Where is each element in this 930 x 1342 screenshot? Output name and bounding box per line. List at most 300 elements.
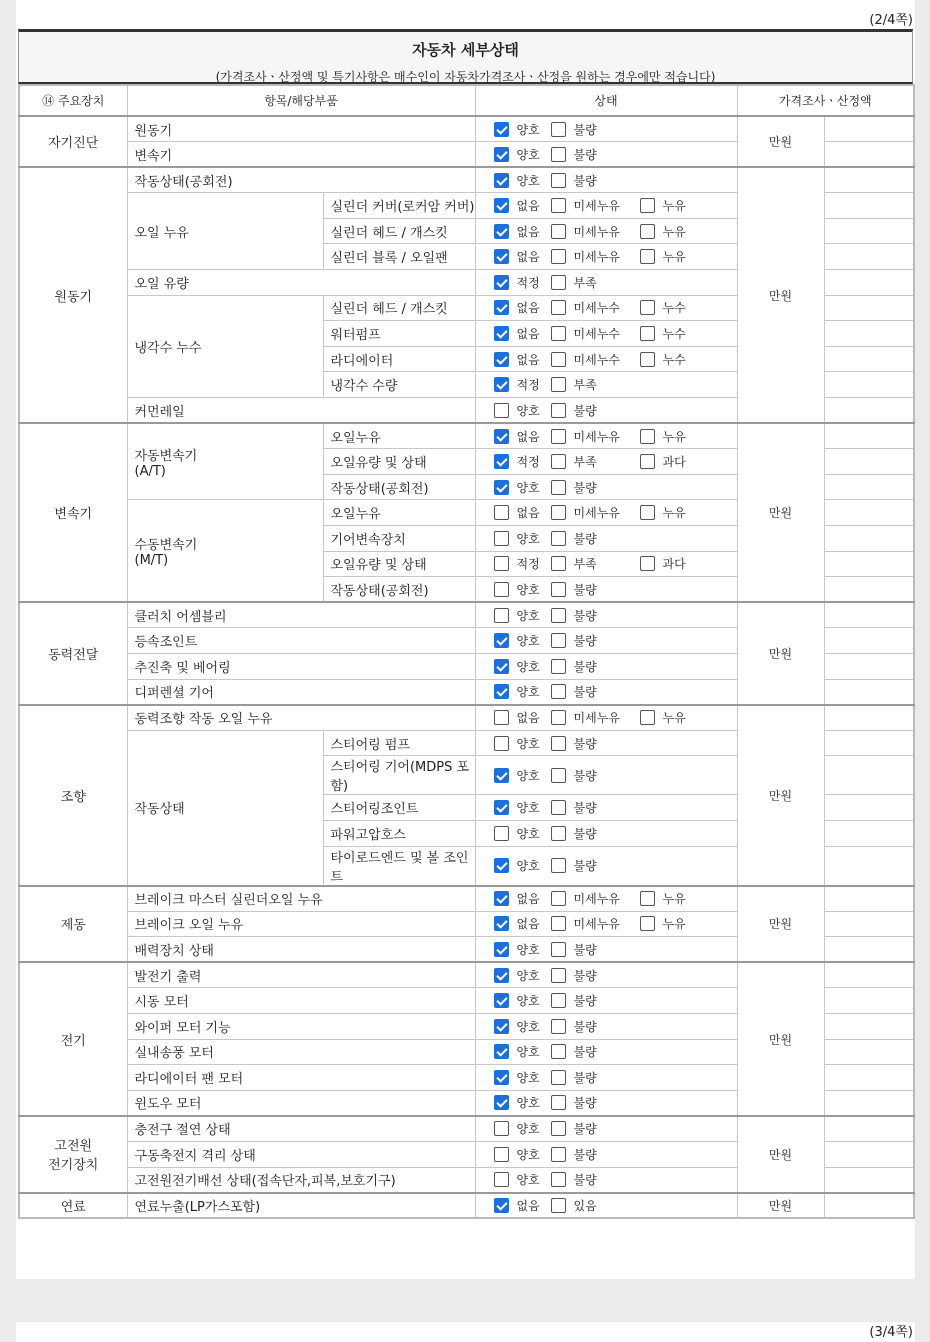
checkbox-icon[interactable] [640, 224, 655, 239]
checkbox-icon[interactable] [551, 659, 566, 674]
checkbox-icon[interactable] [494, 505, 509, 520]
remarks-cell[interactable] [824, 886, 914, 912]
checkbox-icon[interactable] [640, 352, 655, 367]
checkbox-icon[interactable] [551, 968, 566, 983]
checked-checkbox-icon[interactable] [494, 1198, 509, 1213]
status-option[interactable] [551, 607, 636, 624]
remarks-cell[interactable] [824, 1039, 914, 1065]
status-option[interactable] [494, 581, 547, 598]
remarks-cell[interactable] [824, 795, 914, 821]
checkbox-icon[interactable] [551, 736, 566, 751]
remarks-cell[interactable] [824, 602, 914, 628]
checked-checkbox-icon[interactable] [494, 224, 509, 239]
option-label: 누수 [662, 352, 686, 367]
item-part: 구동축전지 격리 상태 [127, 1141, 475, 1167]
status-option[interactable] [494, 453, 547, 470]
status-options [475, 653, 737, 679]
option-label: 불량 [573, 736, 597, 751]
checked-checkbox-icon[interactable] [494, 198, 509, 213]
checkbox-icon[interactable] [551, 249, 566, 264]
checked-checkbox-icon[interactable] [494, 858, 509, 873]
status-option[interactable] [551, 428, 636, 445]
checkbox-icon[interactable] [551, 800, 566, 815]
checkbox-icon[interactable] [494, 826, 509, 841]
status-option[interactable] [494, 121, 547, 138]
status-option[interactable] [494, 1018, 547, 1035]
status-option[interactable] [551, 325, 636, 342]
remarks-cell[interactable] [824, 988, 914, 1014]
status-option[interactable] [640, 197, 686, 214]
checkbox-icon[interactable] [494, 531, 509, 546]
status-option[interactable] [494, 376, 547, 393]
checkbox-icon[interactable] [640, 505, 655, 520]
checkbox-icon[interactable] [551, 633, 566, 648]
item-part: 동력조향 작동 오일 누유 [127, 705, 475, 731]
remarks-cell[interactable] [824, 1116, 914, 1142]
remarks-cell[interactable] [824, 551, 914, 577]
checked-checkbox-icon[interactable] [494, 300, 509, 315]
checkbox-icon[interactable] [494, 736, 509, 751]
item-part: 시동 모터 [127, 988, 475, 1014]
option-label: 누유 [662, 892, 686, 907]
option-label: 불량 [573, 659, 597, 674]
option-label: 누수 [662, 301, 686, 316]
status-option[interactable] [494, 1120, 547, 1137]
status-option[interactable] [551, 632, 636, 649]
checkbox-icon[interactable] [494, 1172, 509, 1187]
remarks-cell[interactable] [824, 423, 914, 449]
status-option[interactable] [551, 683, 636, 700]
price-unit: 만원 [737, 423, 824, 602]
status-option[interactable] [494, 799, 547, 816]
status-option[interactable] [551, 530, 636, 547]
remarks-cell[interactable] [824, 577, 914, 603]
checkbox-icon[interactable] [551, 300, 566, 315]
item-part: 원동기 [127, 116, 475, 142]
status-options [475, 116, 737, 142]
status-option[interactable] [551, 1171, 636, 1188]
remarks-cell[interactable] [824, 911, 914, 937]
checkbox-icon[interactable] [551, 1019, 566, 1034]
option-label: 양호 [516, 1173, 540, 1188]
option-label: 누유 [662, 429, 686, 444]
checkbox-icon[interactable] [551, 531, 566, 546]
checked-checkbox-icon[interactable] [494, 454, 509, 469]
status-option[interactable] [551, 1197, 636, 1214]
checked-checkbox-icon[interactable] [494, 122, 509, 137]
item-part: 라디에이터 [323, 346, 475, 372]
status-option[interactable] [494, 1069, 547, 1086]
status-option[interactable] [494, 1094, 547, 1111]
status-option[interactable] [640, 428, 686, 445]
option-label: 양호 [516, 1096, 540, 1111]
checked-checkbox-icon[interactable] [494, 429, 509, 444]
remarks-cell[interactable] [824, 820, 914, 846]
checkbox-icon[interactable] [551, 1147, 566, 1162]
checked-checkbox-icon[interactable] [494, 352, 509, 367]
checkbox-icon[interactable] [640, 198, 655, 213]
status-option[interactable] [494, 857, 547, 874]
status-option[interactable] [494, 146, 547, 163]
checkbox-icon[interactable] [494, 1121, 509, 1136]
remarks-cell[interactable] [824, 346, 914, 372]
remarks-cell[interactable] [824, 142, 914, 168]
status-option[interactable] [494, 530, 547, 547]
checked-checkbox-icon[interactable] [494, 768, 509, 783]
status-option[interactable] [551, 479, 636, 496]
status-option[interactable] [551, 1018, 636, 1035]
status-options [475, 398, 737, 424]
status-option[interactable] [494, 172, 547, 189]
option-label: 누수 [662, 327, 686, 342]
checked-checkbox-icon[interactable] [494, 659, 509, 674]
checkbox-icon[interactable] [551, 1198, 566, 1213]
checkbox-icon[interactable] [494, 403, 509, 418]
status-option[interactable] [494, 632, 547, 649]
remarks-cell[interactable] [824, 500, 914, 526]
option-label: 불량 [573, 403, 597, 418]
status-option[interactable] [494, 504, 547, 521]
checkbox-icon[interactable] [640, 710, 655, 725]
checkbox-icon[interactable] [640, 429, 655, 444]
checkbox-icon[interactable] [640, 454, 655, 469]
status-option[interactable] [494, 607, 547, 624]
status-option[interactable] [494, 825, 547, 842]
status-option[interactable] [494, 402, 547, 419]
status-option[interactable] [494, 658, 547, 675]
status-options [475, 500, 737, 526]
status-option[interactable] [494, 351, 547, 368]
checkbox-icon[interactable] [551, 429, 566, 444]
status-option[interactable] [640, 299, 686, 316]
checkbox-icon[interactable] [551, 1121, 566, 1136]
status-option[interactable] [551, 915, 636, 932]
status-option[interactable] [551, 709, 636, 726]
status-option[interactable] [640, 709, 686, 726]
remarks-cell[interactable] [824, 1167, 914, 1193]
remarks-cell[interactable] [824, 679, 914, 705]
checked-checkbox-icon[interactable] [494, 800, 509, 815]
checkbox-icon[interactable] [494, 582, 509, 597]
price-unit: 만원 [737, 116, 824, 167]
checkbox-icon[interactable] [551, 556, 566, 571]
remarks-cell[interactable] [824, 756, 914, 795]
item-subgroup: 냉각수 누수 [127, 295, 323, 397]
status-option[interactable] [494, 890, 547, 907]
status-option[interactable] [494, 274, 547, 291]
checkbox-icon[interactable] [551, 891, 566, 906]
checkbox-icon[interactable] [551, 377, 566, 392]
checkbox-icon[interactable] [551, 403, 566, 418]
checkbox-icon[interactable] [640, 916, 655, 931]
remarks-cell[interactable] [824, 167, 914, 193]
option-label: 양호 [516, 994, 540, 1009]
checked-checkbox-icon[interactable] [494, 942, 509, 957]
remarks-cell[interactable] [824, 218, 914, 244]
status-option[interactable] [494, 325, 547, 342]
remarks-cell[interactable] [824, 937, 914, 963]
checkbox-icon[interactable] [494, 556, 509, 571]
option-label: 불량 [573, 1045, 597, 1060]
option-label: 양호 [516, 859, 540, 874]
remarks-cell[interactable] [824, 1193, 914, 1219]
remarks-cell[interactable] [824, 1065, 914, 1091]
option-label: 미세누수 [573, 327, 620, 342]
status-option[interactable] [494, 915, 547, 932]
status-option[interactable] [494, 299, 547, 316]
option-label: 없음 [516, 506, 540, 521]
status-options [475, 1065, 737, 1091]
checkbox-icon[interactable] [551, 608, 566, 623]
checkbox-icon[interactable] [551, 173, 566, 188]
option-label: 없음 [516, 352, 540, 367]
option-label: 불량 [573, 173, 597, 188]
option-label: 양호 [516, 1019, 540, 1034]
status-option[interactable] [551, 1146, 636, 1163]
status-options [475, 705, 737, 731]
status-option[interactable] [494, 479, 547, 496]
remarks-cell[interactable] [824, 372, 914, 398]
checked-checkbox-icon[interactable] [494, 916, 509, 931]
checkbox-icon[interactable] [551, 768, 566, 783]
remarks-cell[interactable] [824, 449, 914, 475]
option-label: 불량 [573, 608, 597, 623]
checked-checkbox-icon[interactable] [494, 633, 509, 648]
status-option[interactable] [640, 453, 686, 470]
checkbox-icon[interactable] [551, 942, 566, 957]
item-part: 디퍼렌셜 기어 [127, 679, 475, 705]
checkbox-icon[interactable] [640, 249, 655, 264]
checked-checkbox-icon[interactable] [494, 968, 509, 983]
checkbox-icon[interactable] [640, 326, 655, 341]
status-option[interactable] [494, 709, 547, 726]
option-label: 불량 [573, 1096, 597, 1111]
remarks-cell[interactable] [824, 1090, 914, 1116]
item-part: 브레이크 오일 누유 [127, 911, 475, 937]
status-option[interactable] [494, 992, 547, 1009]
remarks-cell[interactable] [824, 1014, 914, 1040]
checked-checkbox-icon[interactable] [494, 326, 509, 341]
checked-checkbox-icon[interactable] [494, 147, 509, 162]
option-label: 없음 [516, 250, 540, 265]
status-option[interactable] [551, 453, 636, 470]
status-option[interactable] [494, 223, 547, 240]
option-label: 불량 [573, 1147, 597, 1162]
option-label: 있음 [573, 1198, 597, 1213]
checkbox-icon[interactable] [551, 1095, 566, 1110]
status-options [475, 730, 737, 756]
status-option[interactable] [551, 857, 636, 874]
checkbox-icon[interactable] [640, 556, 655, 571]
checkbox-icon[interactable] [494, 1147, 509, 1162]
checkbox-icon[interactable] [551, 352, 566, 367]
option-label: 불량 [573, 122, 597, 137]
status-option[interactable] [551, 1043, 636, 1060]
checked-checkbox-icon[interactable] [494, 891, 509, 906]
checked-checkbox-icon[interactable] [494, 993, 509, 1008]
checked-checkbox-icon[interactable] [494, 377, 509, 392]
checkbox-icon[interactable] [551, 224, 566, 239]
status-option[interactable] [494, 683, 547, 700]
status-option[interactable] [494, 735, 547, 752]
option-label: 양호 [516, 173, 540, 188]
remarks-cell[interactable] [824, 193, 914, 219]
status-option[interactable] [551, 799, 636, 816]
checked-checkbox-icon[interactable] [494, 480, 509, 495]
status-option[interactable] [551, 890, 636, 907]
status-option[interactable] [551, 197, 636, 214]
remarks-cell[interactable] [824, 526, 914, 552]
status-option[interactable] [494, 1171, 547, 1188]
checkbox-icon[interactable] [551, 1044, 566, 1059]
checkbox-icon[interactable] [551, 480, 566, 495]
status-options [475, 321, 737, 347]
checkbox-icon[interactable] [551, 1070, 566, 1085]
remarks-cell[interactable] [824, 474, 914, 500]
remarks-cell[interactable] [824, 962, 914, 988]
checkbox-icon[interactable] [551, 122, 566, 137]
status-option[interactable] [494, 248, 547, 265]
status-option[interactable] [551, 351, 636, 368]
checkbox-icon[interactable] [494, 710, 509, 725]
status-option[interactable] [551, 274, 636, 291]
option-label: 불량 [573, 768, 597, 783]
status-option[interactable] [494, 428, 547, 445]
option-label: 없음 [516, 711, 540, 726]
status-option[interactable] [551, 146, 636, 163]
item-part: 실린더 블록 / 오일팬 [323, 244, 475, 270]
status-option[interactable] [551, 299, 636, 316]
status-options [475, 423, 737, 449]
option-label: 미세누유 [573, 506, 620, 521]
checkbox-icon[interactable] [551, 198, 566, 213]
checked-checkbox-icon[interactable] [494, 173, 509, 188]
option-label: 양호 [516, 147, 540, 162]
remarks-cell[interactable] [824, 730, 914, 756]
status-option[interactable] [640, 223, 686, 240]
checkbox-icon[interactable] [494, 608, 509, 623]
checked-checkbox-icon[interactable] [494, 1044, 509, 1059]
checked-checkbox-icon[interactable] [494, 1095, 509, 1110]
option-label: 양호 [516, 634, 540, 649]
remarks-cell[interactable] [824, 653, 914, 679]
checkbox-icon[interactable] [551, 275, 566, 290]
status-option[interactable] [640, 915, 686, 932]
status-option[interactable] [494, 1197, 547, 1214]
checked-checkbox-icon[interactable] [494, 684, 509, 699]
price-unit: 만원 [737, 1193, 824, 1219]
table-row [19, 167, 914, 193]
checkbox-icon[interactable] [551, 684, 566, 699]
remarks-cell[interactable] [824, 846, 914, 886]
option-label: 누유 [662, 199, 686, 214]
status-option[interactable] [494, 1146, 547, 1163]
status-option[interactable] [640, 555, 686, 572]
status-option[interactable] [551, 941, 636, 958]
remarks-cell[interactable] [824, 270, 914, 296]
status-options [475, 474, 737, 500]
status-option[interactable] [494, 941, 547, 958]
checkbox-icon[interactable] [551, 505, 566, 520]
status-option[interactable] [494, 555, 547, 572]
status-option[interactable] [494, 1043, 547, 1060]
checked-checkbox-icon[interactable] [494, 1070, 509, 1085]
status-option[interactable] [551, 658, 636, 675]
remarks-cell[interactable] [824, 1141, 914, 1167]
checkbox-icon[interactable] [551, 858, 566, 873]
device-category: 고전원 전기장치 [19, 1116, 127, 1193]
checkbox-icon[interactable] [551, 916, 566, 931]
status-option[interactable] [551, 402, 636, 419]
checkbox-icon[interactable] [640, 891, 655, 906]
status-option[interactable] [494, 967, 547, 984]
status-option[interactable] [640, 504, 686, 521]
status-option[interactable] [551, 581, 636, 598]
remarks-cell[interactable] [824, 705, 914, 731]
checkbox-icon[interactable] [551, 326, 566, 341]
status-option[interactable] [551, 1069, 636, 1086]
checkbox-icon[interactable] [551, 147, 566, 162]
status-option[interactable] [494, 767, 547, 784]
status-option[interactable] [551, 1120, 636, 1137]
status-option[interactable] [551, 121, 636, 138]
status-options [475, 679, 737, 705]
status-option[interactable] [551, 248, 636, 265]
price-unit: 만원 [737, 705, 824, 886]
status-option[interactable] [551, 376, 636, 393]
checked-checkbox-icon[interactable] [494, 275, 509, 290]
checkbox-icon[interactable] [551, 993, 566, 1008]
checkbox-icon[interactable] [640, 300, 655, 315]
checkbox-icon[interactable] [551, 454, 566, 469]
option-label: 불량 [573, 634, 597, 649]
checkbox-icon[interactable] [551, 710, 566, 725]
checkbox-icon[interactable] [551, 582, 566, 597]
status-option[interactable] [551, 504, 636, 521]
status-option[interactable] [551, 825, 636, 842]
status-option[interactable] [551, 172, 636, 189]
remarks-cell[interactable] [824, 398, 914, 424]
status-option[interactable] [551, 967, 636, 984]
status-option[interactable] [640, 248, 686, 265]
status-option[interactable] [640, 325, 686, 342]
status-option[interactable] [551, 735, 636, 752]
status-option[interactable] [551, 223, 636, 240]
option-label: 미세누유 [573, 429, 620, 444]
checked-checkbox-icon[interactable] [494, 249, 509, 264]
remarks-cell[interactable] [824, 244, 914, 270]
status-option[interactable] [551, 992, 636, 1009]
remarks-cell[interactable] [824, 295, 914, 321]
option-label: 불량 [573, 801, 597, 816]
status-option[interactable] [551, 555, 636, 572]
status-option[interactable] [494, 197, 547, 214]
status-option[interactable] [551, 1094, 636, 1111]
item-part: 배력장치 상태 [127, 937, 475, 963]
remarks-cell[interactable] [824, 116, 914, 142]
checked-checkbox-icon[interactable] [494, 1019, 509, 1034]
remarks-cell[interactable] [824, 321, 914, 347]
status-option[interactable] [551, 767, 636, 784]
status-option[interactable] [640, 351, 686, 368]
checkbox-icon[interactable] [551, 826, 566, 841]
status-option[interactable] [640, 890, 686, 907]
remarks-cell[interactable] [824, 628, 914, 654]
checkbox-icon[interactable] [551, 1172, 566, 1187]
table-row [19, 962, 914, 988]
option-label: 없음 [516, 327, 540, 342]
table-row [19, 116, 914, 142]
